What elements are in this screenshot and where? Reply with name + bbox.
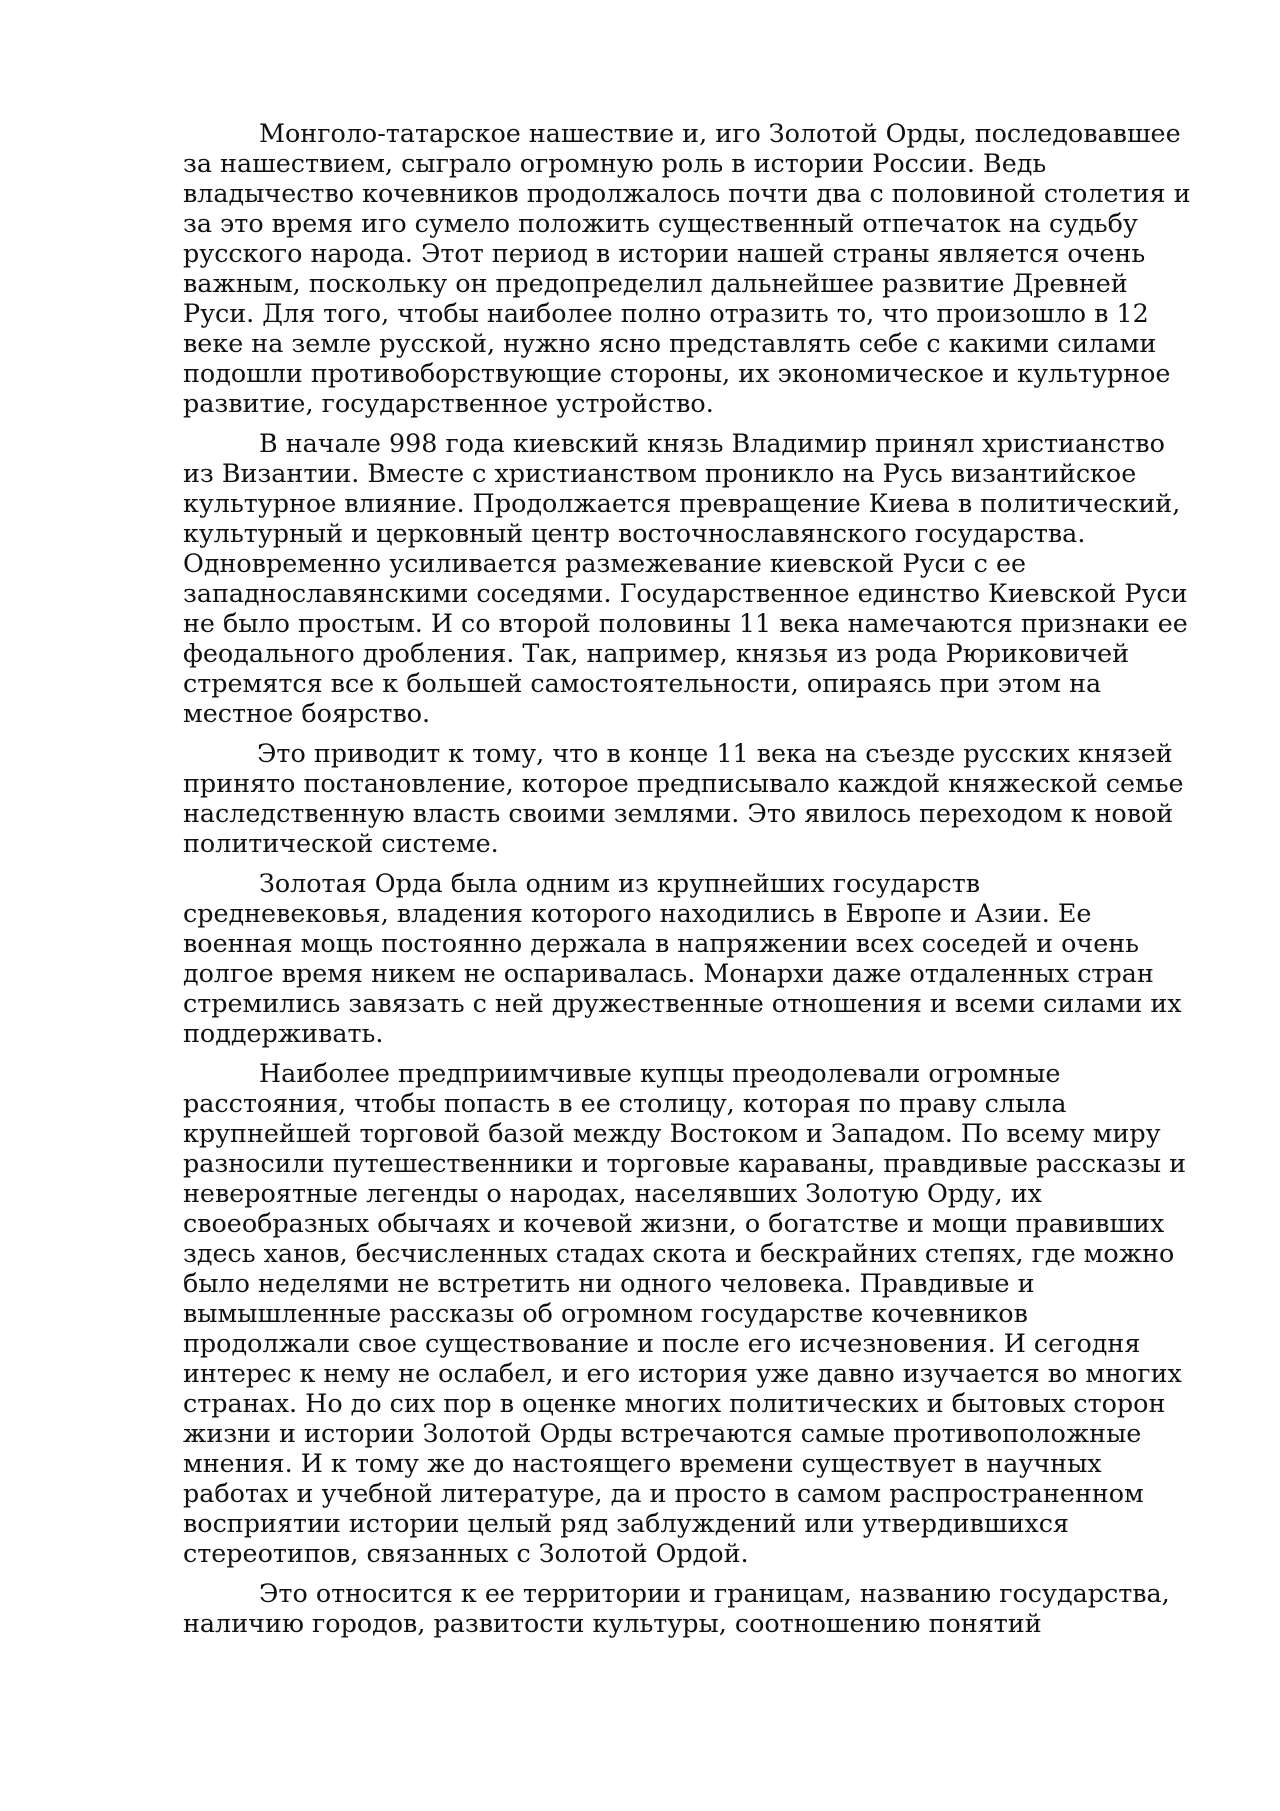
paragraph-6: Это относится к ее территории и границам, названию государства, наличию городов, развитости культуры, соотношению понятий xyxy=(183,1578,1170,1638)
paragraph-2: В начале 998 года киевский князь Владимир принял христианство из Византии. Вместе с христианством проникло на Русь византийское культурное влияние. Продолжается превращение Киева в политический, культурный и церковный центр восточнославянского государства. Одновременно усиливается размежевание киевской Руси с ее западнославянскими соседями. Государственное единство Киевской Руси не было простым. И со второй половины 11 века намечаются признаки ее феодального дробления. Так, например, князья из рода Рюриковичей стремятся все к большей самостоятельности, опираясь при этом на местное боярство. xyxy=(183,428,1188,728)
paragraph-1: Монголо-татарское нашествие и, иго Золотой Орды, последовавшее за нашествием, сыграло огромную роль в истории России. Ведь владычество кочевников продолжалось почти два с половиной столетия и за это время иго сумело положить существенный отпечаток на судьбу русского народа. Этот период в истории нашей страны является очень важным, поскольку он предопределил дальнейшее развитие Древней Руси. Для того, чтобы наиболее полно отразить то, что произошло в 12 веке на земле русской, нужно ясно представлять себе с какими силами подошли противоборствующие стороны, их экономическое и культурное развитие, государственное устройство. xyxy=(183,118,1191,418)
paragraph-3: Это приводит к тому, что в конце 11 века на съезде русских князей принято постановление, которое предписывало каждой княжеской семье наследственную власть своими землями. Это явилось переходом к новой политической системе. xyxy=(183,738,1184,858)
document-text-body xyxy=(183,118,1193,1638)
paragraph-5: Наиболее предприимчивые купцы преодолевали огромные расстояния, чтобы попасть в ее столицу, которая по праву слыла крупнейшей торговой базой между Востоком и Западом. По всему миру разносили путешественники и торговые караваны, правдивые рассказы и невероятные легенды о народах, населявших Золотую Орду, их своеобразных обычаях и кочевой жизни, о богатстве и мощи правивших здесь ханов, бесчисленных стадах скота и бескрайних степях, где можно было неделями не встретить ни одного человека. Правдивые и вымышленные рассказы об огромном государстве кочевников продолжали свое существование и после его исчезновения. И сегодня интерес к нему не ослабел, и его история уже давно изучается во многих странах. Но до сих пор в оценке многих политических и бытовых сторон жизни и истории Золотой Орды встречаются самые противоположные мнения. И к тому же до настоящего времени существует в научных работах и учебной литературе, да и просто в самом распространенном восприятии истории целый ряд заблуждений или утвердившихся стереотипов, связанных с Золотой Ордой. xyxy=(183,1058,1187,1568)
paragraph-4: Золотая Орда была одним из крупнейших государств средневековья, владения которого находились в Европе и Азии. Ее военная мощь постоянно держала в напряжении всех соседей и очень долгое время никем не оспаривалась. Монархи даже отдаленных стран стремились завязать с ней дружественные отношения и всеми силами их поддерживать. xyxy=(183,868,1182,1048)
